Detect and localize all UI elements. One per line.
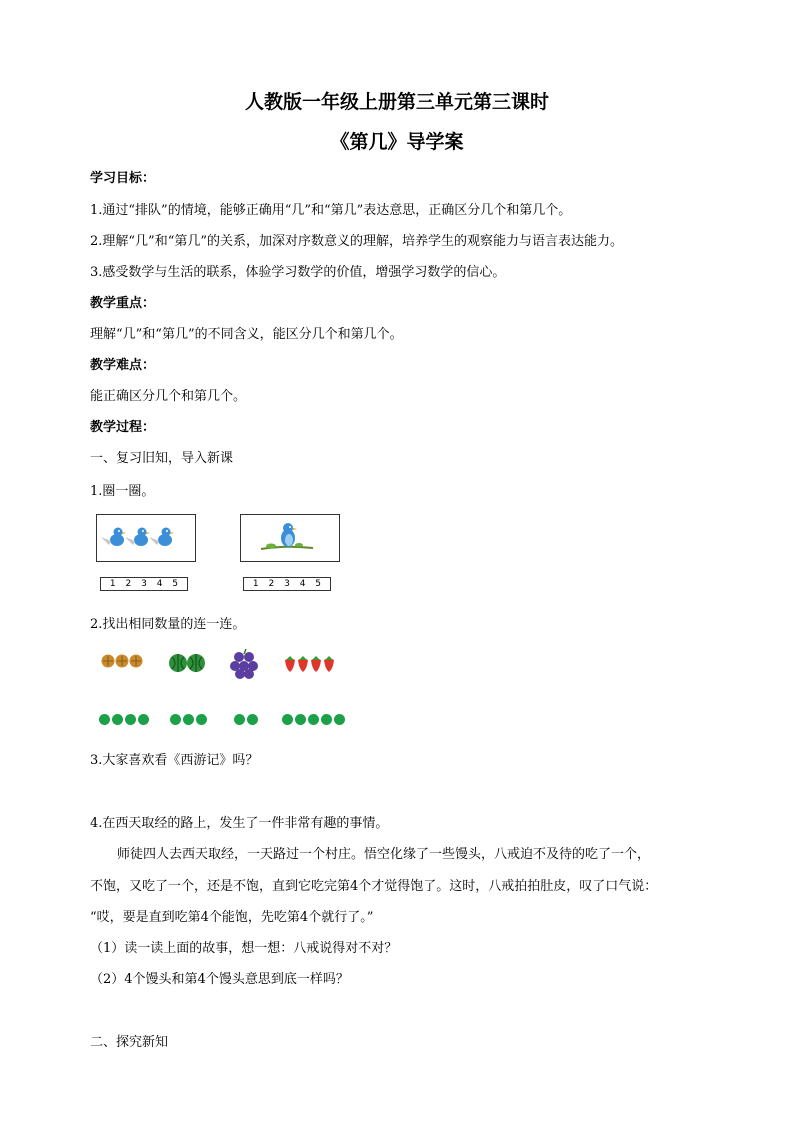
doc-subtitle: 《第几》导学案 — [330, 131, 464, 153]
question-2: 2.找出相同数量的连一连。 — [90, 617, 246, 632]
number-2: 2 — [125, 579, 132, 589]
number-5: 5 — [315, 579, 322, 589]
watermelon-icon — [167, 652, 211, 674]
strawberry-icon — [283, 654, 337, 674]
dot-group-4 — [99, 714, 149, 725]
part1-heading: 一、复习旧知，导入新课 — [90, 451, 234, 466]
dot — [247, 714, 258, 725]
question-3: 3.大家喜欢看《西游记》吗？ — [90, 753, 259, 768]
question-4: 4.在西天取经的路上，发生了一件非常有趣的事情。 — [90, 816, 389, 831]
bird-icon — [241, 515, 339, 561]
objective-3: 3.感受数学与生活的联系，体验学习数学的价值，增强学习数学的信心。 — [90, 265, 506, 280]
dot — [234, 714, 245, 725]
difficulty-heading: 教学难点： — [90, 358, 156, 373]
doc-title: 人教版一年级上册第三单元第三课时 — [244, 91, 549, 113]
number-1: 1 — [252, 579, 259, 589]
story-line-3: “哎，要是直到吃第4个能饱，先吃第4个就行了。” — [90, 910, 374, 925]
difficulty-text: 能正确区分几个和第几个。 — [90, 389, 247, 404]
number-3: 3 — [141, 579, 147, 589]
key-point-text: 理解“几”和“第几”的不同含义，能区分几个和第几个。 — [90, 327, 403, 342]
dot — [196, 714, 207, 725]
number-1: 1 — [109, 579, 116, 589]
dot — [183, 714, 194, 725]
dot-group-3 — [170, 714, 207, 725]
number-2: 2 — [268, 579, 275, 589]
orange-icon — [100, 650, 160, 672]
number-4: 4 — [156, 579, 163, 589]
dot — [321, 714, 332, 725]
sub-question-1: （1）读一读上面的故事，想一想：八戒说得对不对？ — [90, 941, 398, 956]
number-4: 4 — [299, 579, 306, 589]
objectives-heading: 学习目标： — [90, 171, 156, 186]
question-1: 1.圈一圈。 — [90, 484, 155, 499]
dot — [125, 714, 136, 725]
dot — [112, 714, 123, 725]
number-5: 5 — [172, 579, 179, 589]
dot — [308, 714, 319, 725]
part2-heading: 二、探究新知 — [90, 1035, 169, 1050]
bird-icon — [97, 515, 195, 561]
dot-group-2 — [234, 714, 258, 725]
number-3: 3 — [284, 579, 290, 589]
process-heading: 教学过程： — [90, 420, 156, 435]
key-point-heading: 教学重点： — [90, 296, 156, 311]
dot-group-5 — [282, 714, 345, 725]
objective-2: 2.理解“几”和“第几”的关系，加深对序数意义的理解，培养学生的观察能力与语言表达能力。 — [90, 234, 623, 249]
picture-box-three-birds — [96, 514, 196, 562]
story-line-1: 师徒四人去西天取经，一天路过一个村庄。悟空化缘了一些馒头，八戒迫不及待的吃了一个， — [117, 847, 651, 862]
dot — [170, 714, 181, 725]
dot — [295, 714, 306, 725]
number-row-2 — [243, 577, 331, 591]
grape-icon — [230, 648, 260, 680]
dot — [282, 714, 293, 725]
objective-1: 1.通过“排队”的情境，能够正确用“几”和“第几”表达意思，正确区分几个和第几个。 — [90, 203, 572, 218]
dot — [334, 714, 345, 725]
dot — [99, 714, 110, 725]
dot — [138, 714, 149, 725]
sub-question-2: （2）4个馒头和第4个馒头意思到底一样吗？ — [90, 972, 349, 987]
picture-box-one-bird — [240, 514, 340, 562]
number-row-1 — [100, 577, 188, 591]
story-line-2: 不饱，又吃了一个，还是不饱，直到它吃完第4个才觉得饱了。这时，八戒拍拍肚皮，叹了口气说： — [90, 879, 658, 894]
